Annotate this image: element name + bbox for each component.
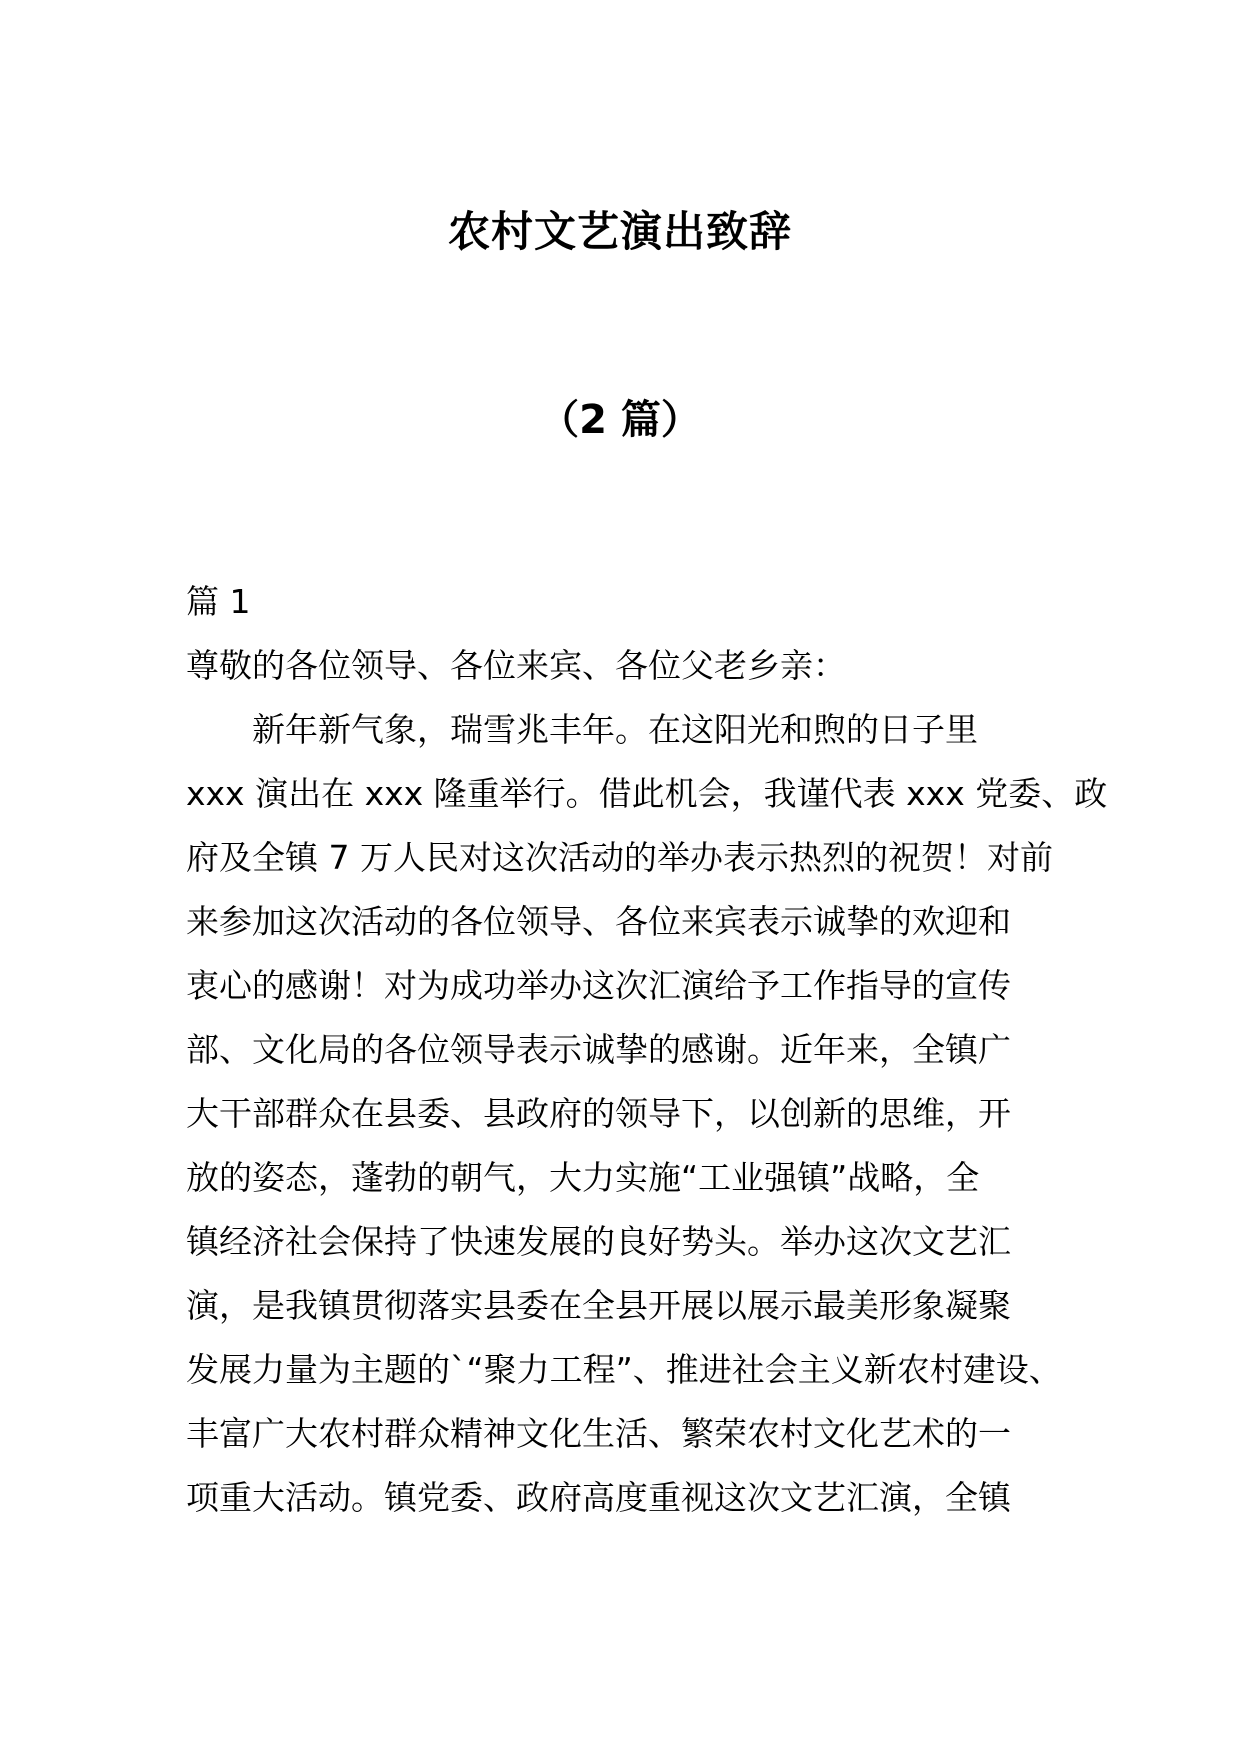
paragraph-line: xxx 演出在 xxx 隆重举行。借此机会，我谨代表 xxx 党委、政 (186, 774, 1108, 813)
paragraph-line: 来参加这次活动的各位领导、各位来宾表示诚挚的欢迎和 (186, 902, 1011, 941)
section-label: 篇 1 (186, 582, 251, 621)
document-subtitle: （2 篇） (539, 397, 701, 443)
paragraph-line: 演，是我镇贯彻落实县委在全县开展以展示最美形象凝聚 (186, 1286, 1011, 1325)
body-paragraph (186, 698, 1108, 1530)
paragraph-line: 部、文化局的各位领导表示诚挚的感谢。近年来，全镇广 (186, 1030, 1011, 1069)
paragraph-line: 大干部群众在县委、县政府的领导下，以创新的思维，开 (186, 1094, 1011, 1133)
paragraph-line: 新年新气象，瑞雪兆丰年。在这阳光和煦的日子里 (252, 710, 978, 749)
document-title: 农村文艺演出致辞 (447, 207, 792, 256)
paragraph-line: 府及全镇 7 万人民对这次活动的举办表示热烈的祝贺！对前 (186, 838, 1053, 877)
paragraph-line: 项重大活动。镇党委、政府高度重视这次文艺汇演，全镇 (186, 1478, 1011, 1517)
paragraph-line: 放的姿态，蓬勃的朝气，大力实施“工业强镇”战略，全 (186, 1158, 980, 1197)
paragraph-line: 丰富广大农村群众精神文化生活、繁荣农村文化艺术的一 (186, 1414, 1011, 1453)
paragraph-line: 镇经济社会保持了快速发展的良好势头。举办这次文艺汇 (186, 1222, 1011, 1261)
paragraph-line: 发展力量为主题的`“聚力工程”、推进社会主义新农村建设、 (186, 1350, 1062, 1389)
salutation: 尊敬的各位领导、各位来宾、各位父老乡亲： (186, 646, 846, 685)
paragraph-line: 衷心的感谢！对为成功举办这次汇演给予工作指导的宣传 (186, 966, 1011, 1005)
